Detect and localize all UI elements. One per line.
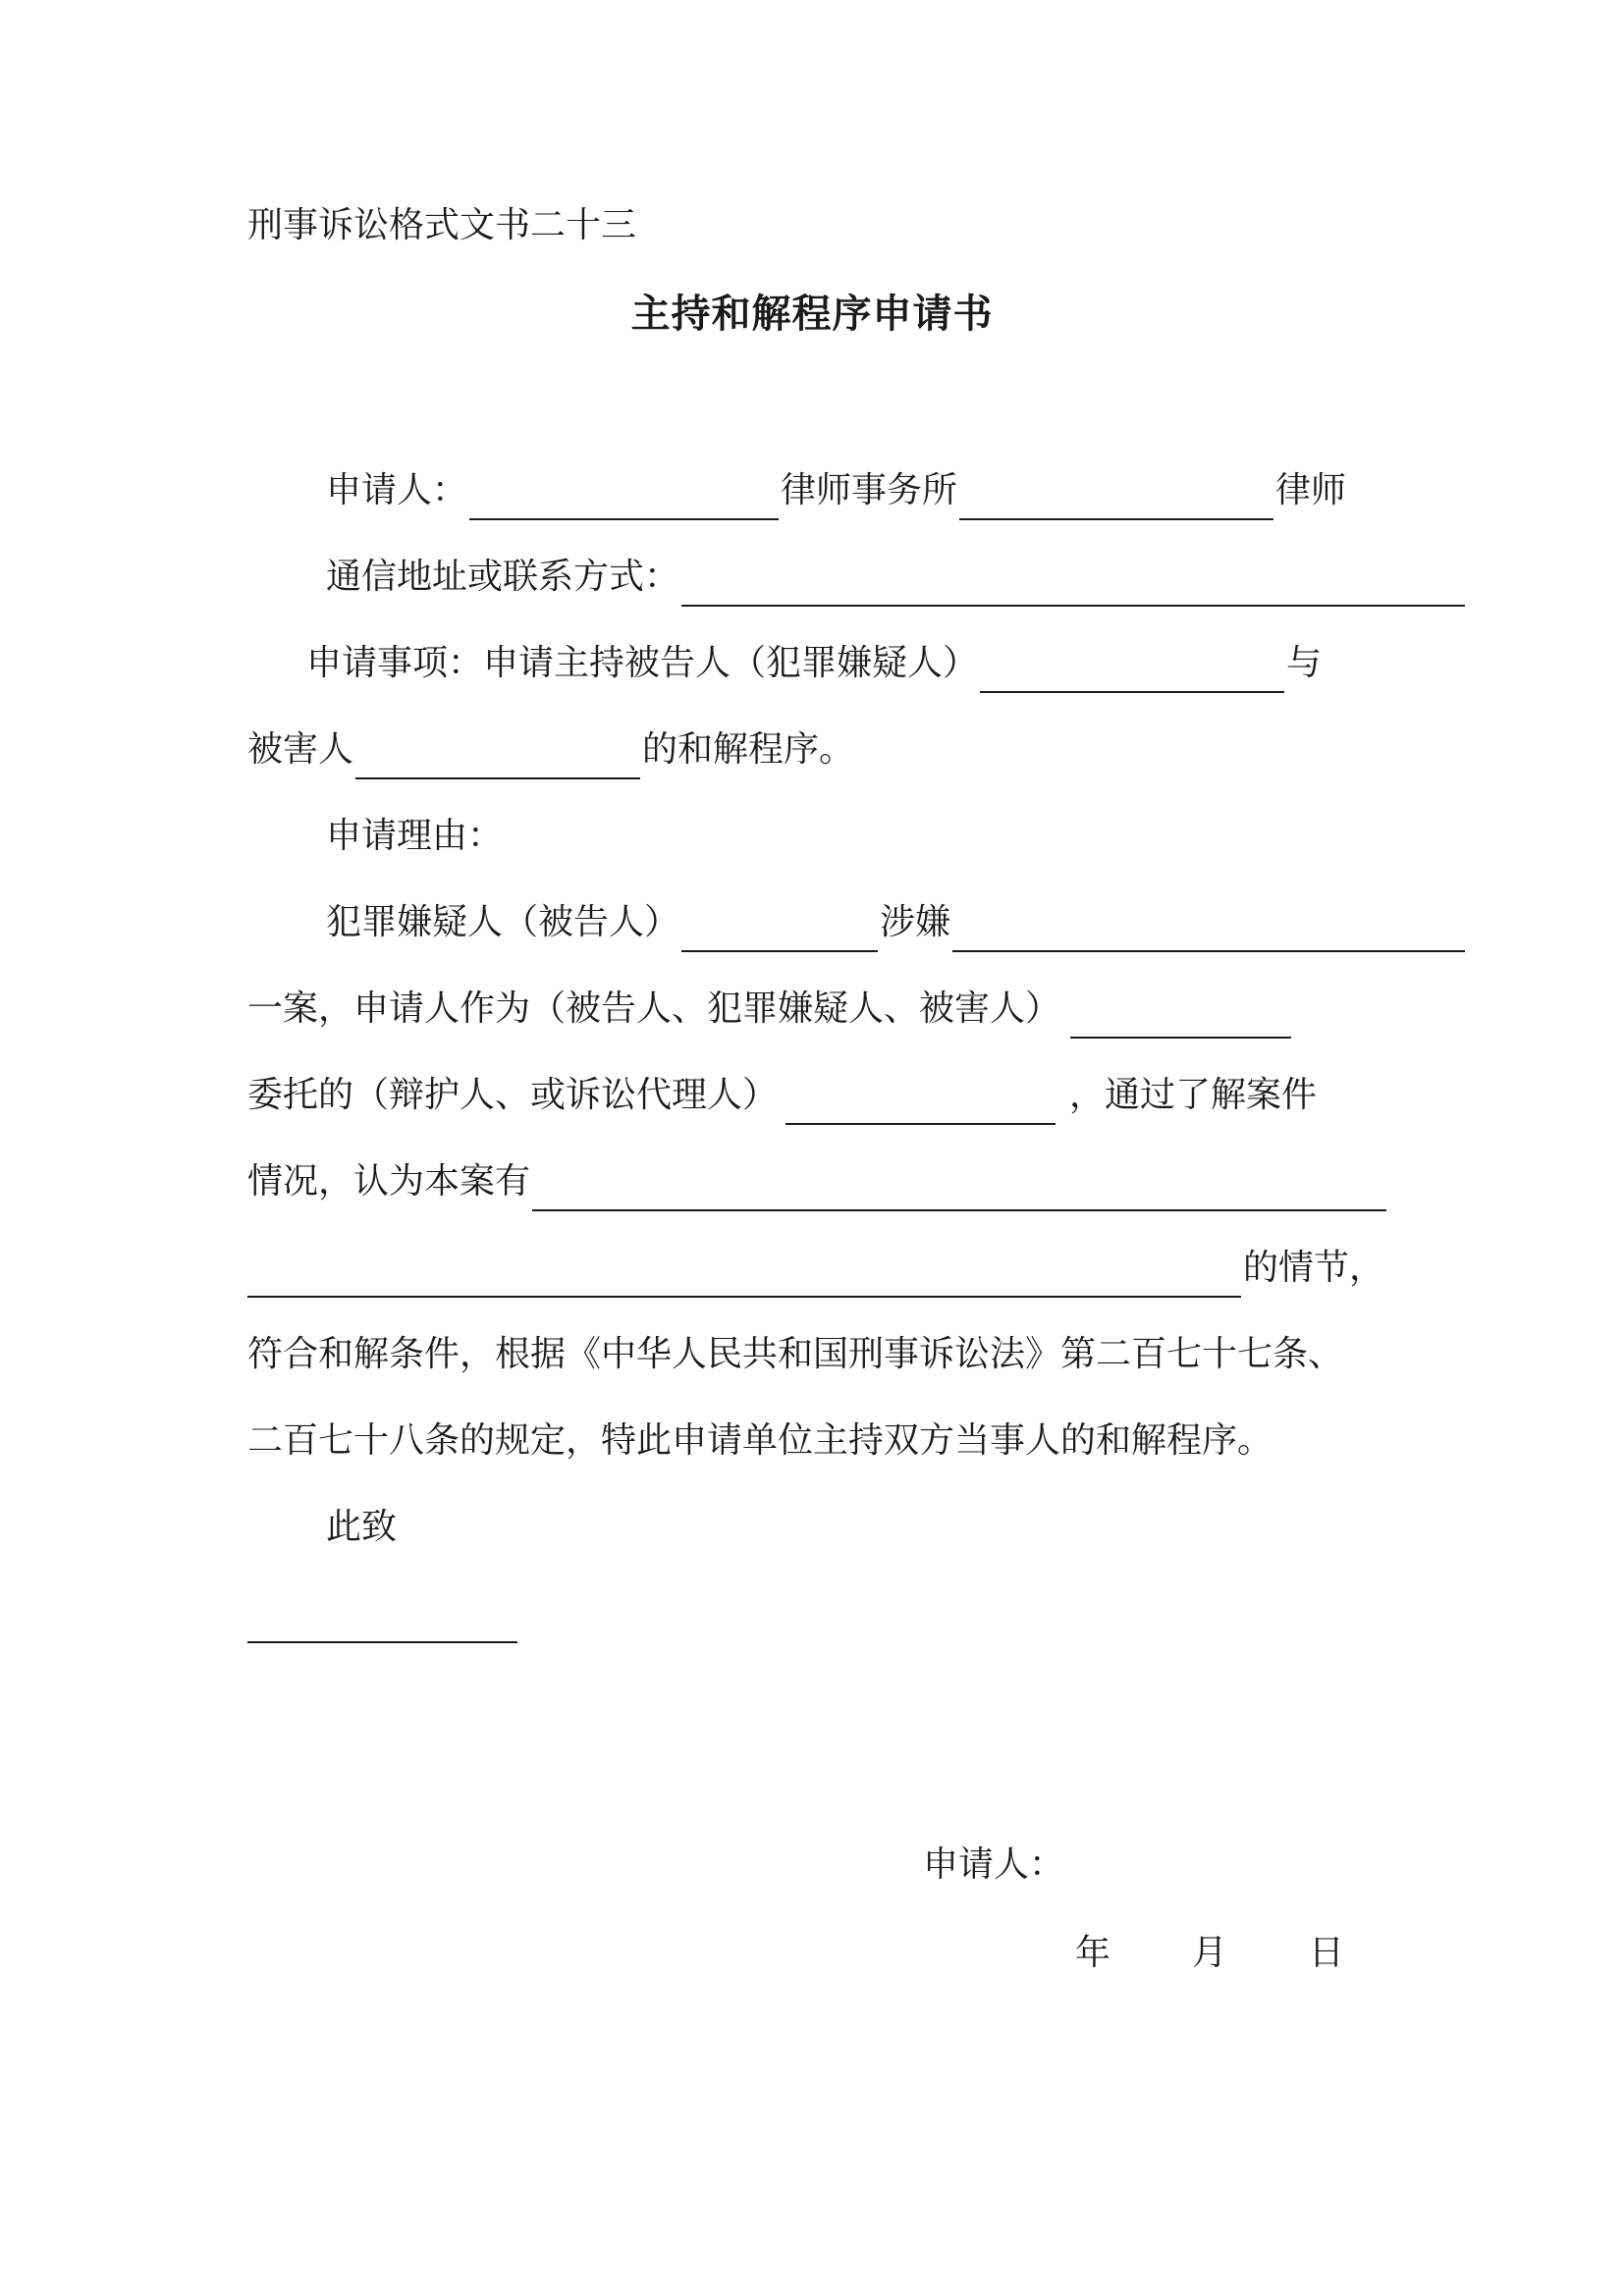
reason-plot-text: 的情节， [1243, 1248, 1385, 1288]
suspect-name-blank[interactable] [681, 907, 878, 952]
reason-line-3 [247, 1066, 1388, 1125]
reason-suspected-of: 涉嫌 [880, 902, 951, 942]
signature-label: 申请人： [923, 1844, 1065, 1885]
role-blank[interactable] [1070, 993, 1291, 1039]
lawyer-label: 律师 [1275, 470, 1347, 510]
reason-role-text: 一案，申请人作为（被告人、犯罪嫌疑人、被害人） [247, 988, 1061, 1029]
signature-applicant [923, 1836, 1064, 1895]
circumstance-blank-2[interactable] [247, 1253, 1241, 1298]
date-month: 月 [1191, 1933, 1227, 1973]
reason-heading [247, 807, 1467, 866]
matter-line-2 [247, 721, 1388, 779]
recipient-blank[interactable] [247, 1598, 517, 1643]
contact-line [247, 548, 1467, 607]
applicant-name-blank[interactable] [469, 475, 779, 520]
victim-label: 被害人 [247, 729, 354, 770]
contact-label: 通信地址或联系方式： [326, 557, 680, 597]
contact-blank[interactable] [681, 561, 1465, 607]
matter-and: 与 [1286, 643, 1323, 683]
reason-line-4 [247, 1152, 1388, 1211]
circumstance-blank-1[interactable] [532, 1166, 1386, 1211]
reason-entrusted-text: 委托的（辩护人、或诉讼代理人） [247, 1075, 779, 1115]
law-firm-label: 律师事务所 [781, 470, 958, 510]
reason-line-1 [247, 893, 1467, 952]
matter-label: 申请事项：申请主持被告人（犯罪嫌疑人） [306, 643, 979, 683]
document-header: 刑事诉讼格式文书二十三 [247, 205, 637, 245]
reason-suspect-label: 犯罪嫌疑人（被告人） [326, 902, 680, 942]
reason-understand-text: ，通过了解案件 [1069, 1075, 1318, 1115]
reason-legal-basis-text: 符合和解条件，根据《中华人民共和国刑事诉讼法》第二百七十七条、 [247, 1334, 1344, 1374]
date-year: 年 [1075, 1933, 1111, 1973]
reason-line-2 [247, 980, 1388, 1039]
reason-request-text: 二百七十八条的规定，特此申请单位主持双方当事人的和解程序。 [247, 1420, 1273, 1461]
applicant-line [247, 461, 1467, 520]
document-title: 主持和解程序申请书 [630, 291, 994, 337]
reason-circumstance-text: 情况，认为本案有 [247, 1161, 531, 1201]
reason-line-7 [247, 1412, 1388, 1470]
entrusted-blank[interactable] [785, 1080, 1056, 1125]
defendant-name-blank[interactable] [980, 648, 1284, 693]
matter-suffix: 的和解程序。 [642, 729, 855, 770]
applicant-label: 申请人： [326, 470, 468, 510]
reason-line-5 [247, 1239, 1388, 1298]
closing-line [247, 1498, 1467, 1557]
charge-blank[interactable] [952, 907, 1465, 952]
closing-text: 此致 [326, 1507, 398, 1547]
reason-label: 申请理由： [326, 816, 504, 856]
recipient-line [247, 1584, 1388, 1643]
signature-date [1075, 1924, 1344, 1983]
reason-line-6 [247, 1325, 1388, 1384]
lawyer-name-blank[interactable] [959, 475, 1273, 520]
victim-name-blank[interactable] [355, 734, 640, 779]
date-day: 日 [1308, 1933, 1344, 1973]
matter-line-1 [247, 634, 1447, 693]
